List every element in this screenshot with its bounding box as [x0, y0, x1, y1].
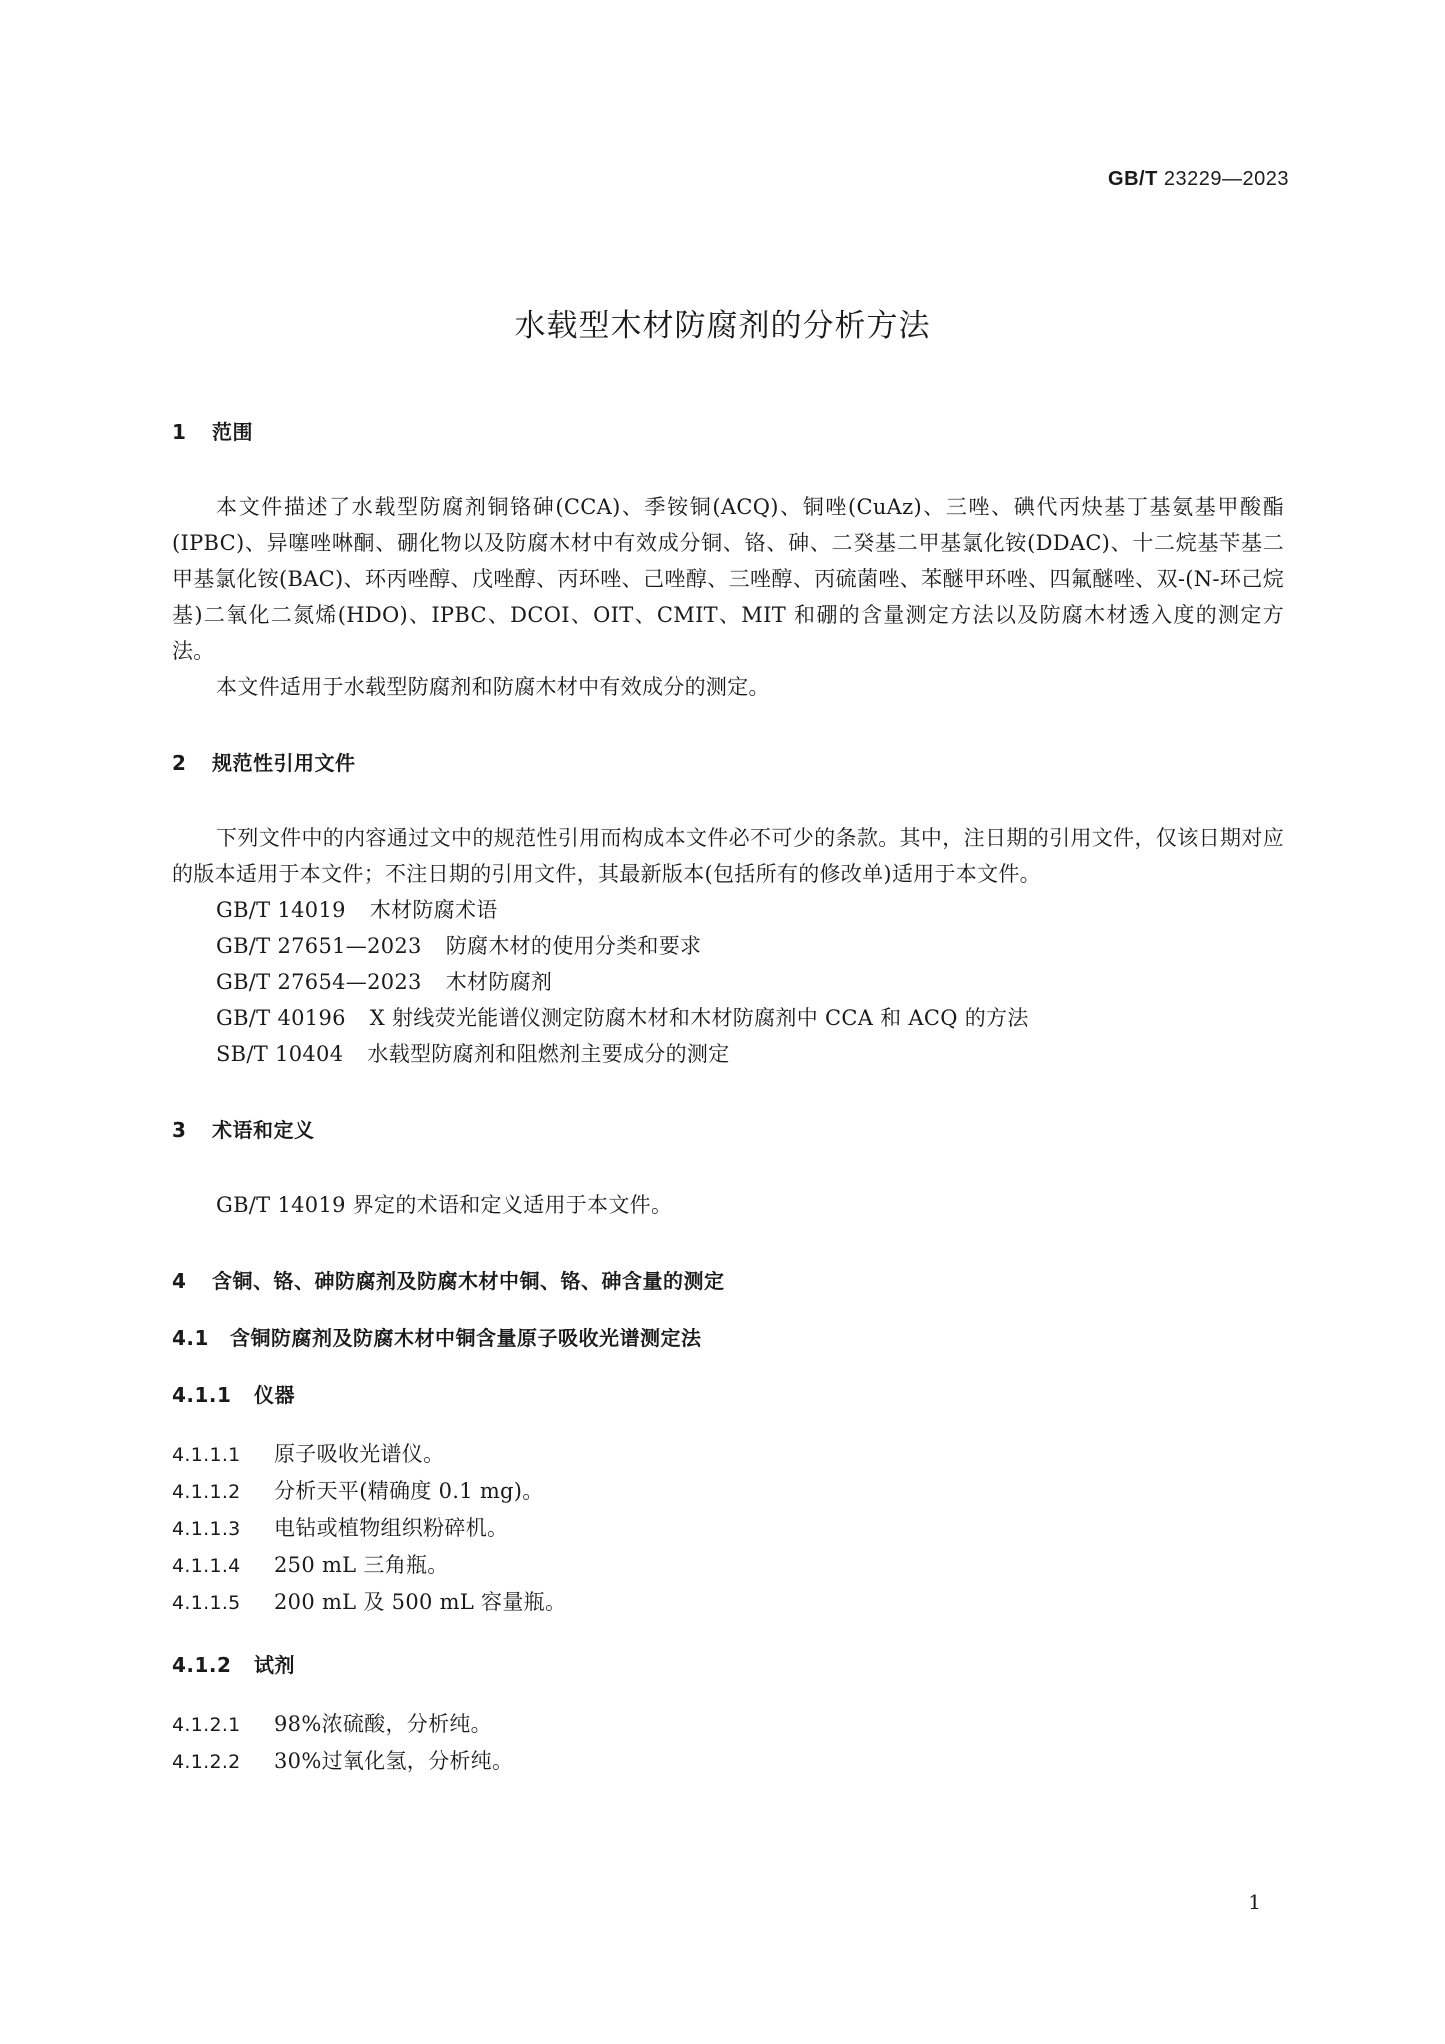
- reference-code: GB/T 40196: [216, 1006, 346, 1030]
- section-title: 术语和定义: [212, 1118, 315, 1142]
- item-number: 4.1.1.5: [172, 1592, 241, 1614]
- subsection-4-1-2-heading: [172, 1649, 1284, 1678]
- subsection-title: 试剂: [254, 1653, 295, 1677]
- section-number: 3: [172, 1118, 187, 1142]
- section-number: 2: [172, 751, 187, 775]
- item-number: 4.1.1.4: [172, 1555, 241, 1577]
- standard-header: [1108, 168, 1289, 191]
- reference-code: GB/T 14019: [216, 898, 346, 922]
- reference-code: GB/T 27651—2023: [216, 934, 422, 958]
- reference-code: SB/T 10404: [216, 1042, 344, 1066]
- subsection-title: 含铜防腐剂及防腐木材中铜含量原子吸收光谱测定法: [230, 1326, 702, 1350]
- standard-prefix: GB/T: [1108, 168, 1158, 190]
- item-number: 4.1.1.1: [172, 1444, 241, 1466]
- list-item: [172, 1510, 1284, 1547]
- item-number: 4.1.2.2: [172, 1751, 241, 1773]
- paragraph: 下列文件中的内容通过文中的规范性引用而构成本文件必不可少的条款。其中，注日期的引用文件，仅该日期对应的版本适用于本文件；不注日期的引用文件，其最新版本(包括所有的修改单)适用于本文件。: [172, 826, 1284, 886]
- item-text: 200 mL 及 500 mL 容量瓶。: [274, 1590, 567, 1614]
- paragraph: GB/T 14019 界定的术语和定义适用于本文件。: [216, 1193, 673, 1217]
- section-title: 范围: [212, 420, 253, 444]
- item-text: 98%浓硫酸，分析纯。: [274, 1712, 492, 1736]
- item-text: 250 mL 三角瓶。: [274, 1553, 449, 1577]
- section-2-heading: [172, 747, 1284, 776]
- reference-item: [216, 928, 1284, 964]
- list-item: [172, 1473, 1284, 1510]
- item-number: 4.1.1.2: [172, 1481, 241, 1503]
- reference-item: [216, 892, 1284, 928]
- page-number: 1: [1248, 1890, 1261, 1914]
- subsection-4-1-1-heading: [172, 1379, 1284, 1408]
- reference-item: [216, 1000, 1284, 1036]
- reference-code: GB/T 27654—2023: [216, 970, 422, 994]
- item-text: 原子吸收光谱仪。: [274, 1442, 445, 1466]
- list-item: [172, 1547, 1284, 1584]
- reference-name: X 射线荧光能谱仪测定防腐木材和木材防腐剂中 CCA 和 ACQ 的方法: [369, 1006, 1029, 1030]
- paragraph: 本文件适用于水载型防腐剂和防腐木材中有效成分的测定。: [216, 675, 770, 699]
- item-text: 30%过氧化氢，分析纯。: [274, 1749, 514, 1773]
- section-number: 4: [172, 1269, 187, 1293]
- reference-name: 防腐木材的使用分类和要求: [445, 934, 702, 958]
- document-body: [172, 416, 1284, 1780]
- list-item: [172, 1436, 1284, 1473]
- section-1-heading: [172, 416, 1284, 445]
- reference-item: [216, 1036, 1284, 1072]
- reference-name: 水载型防腐剂和阻燃剂主要成分的测定: [367, 1042, 730, 1066]
- item-number: 4.1.2.1: [172, 1714, 241, 1736]
- standard-number: 23229—2023: [1163, 168, 1289, 190]
- section-3-heading: [172, 1114, 1284, 1143]
- section-title: 含铜、铬、砷防腐剂及防腐木材中铜、铬、砷含量的测定: [212, 1269, 725, 1293]
- subsection-number: 4.1: [172, 1326, 209, 1350]
- list-item: [172, 1584, 1284, 1621]
- list-item: [172, 1706, 1284, 1743]
- section-4-heading: [172, 1265, 1284, 1294]
- item-text: 电钻或植物组织粉碎机。: [274, 1516, 509, 1540]
- subsection-title: 仪器: [254, 1383, 295, 1407]
- section-number: 1: [172, 420, 187, 444]
- subsection-number: 4.1.1: [172, 1383, 232, 1407]
- item-number: 4.1.1.3: [172, 1518, 241, 1540]
- reference-name: 木材防腐剂: [445, 970, 553, 994]
- reference-name: 木材防腐术语: [369, 898, 498, 922]
- list-item: [172, 1743, 1284, 1780]
- reference-item: [216, 964, 1284, 1000]
- paragraph: 本文件描述了水载型防腐剂铜铬砷(CCA)、季铵铜(ACQ)、铜唑(CuAz)、三唑、碘代丙炔基丁基氨基甲酸酯(IPBC)、异噻唑啉酮、硼化物以及防腐木材中有效成分铜、铬、砷、二癸基二甲基氯化铵(DDAC)、十二烷基苄基二甲基氯化铵(BAC)、环丙唑醇、戊唑醇、丙环唑、己唑醇、三唑醇、丙硫菌唑、苯醚甲环唑、四氟醚唑、双-(N-环己烷基)二氧化二氮烯(HDO)、IPBC、DCOI、OIT、CMIT、MIT 和硼的含量测定方法以及防腐木材透入度的测定方法。: [172, 495, 1284, 663]
- item-text: 分析天平(精确度 0.1 mg)。: [274, 1479, 544, 1503]
- subsection-4-1-heading: [172, 1322, 1284, 1351]
- document-title: 水载型木材防腐剂的分析方法: [514, 308, 931, 344]
- section-title: 规范性引用文件: [212, 751, 356, 775]
- subsection-number: 4.1.2: [172, 1653, 232, 1677]
